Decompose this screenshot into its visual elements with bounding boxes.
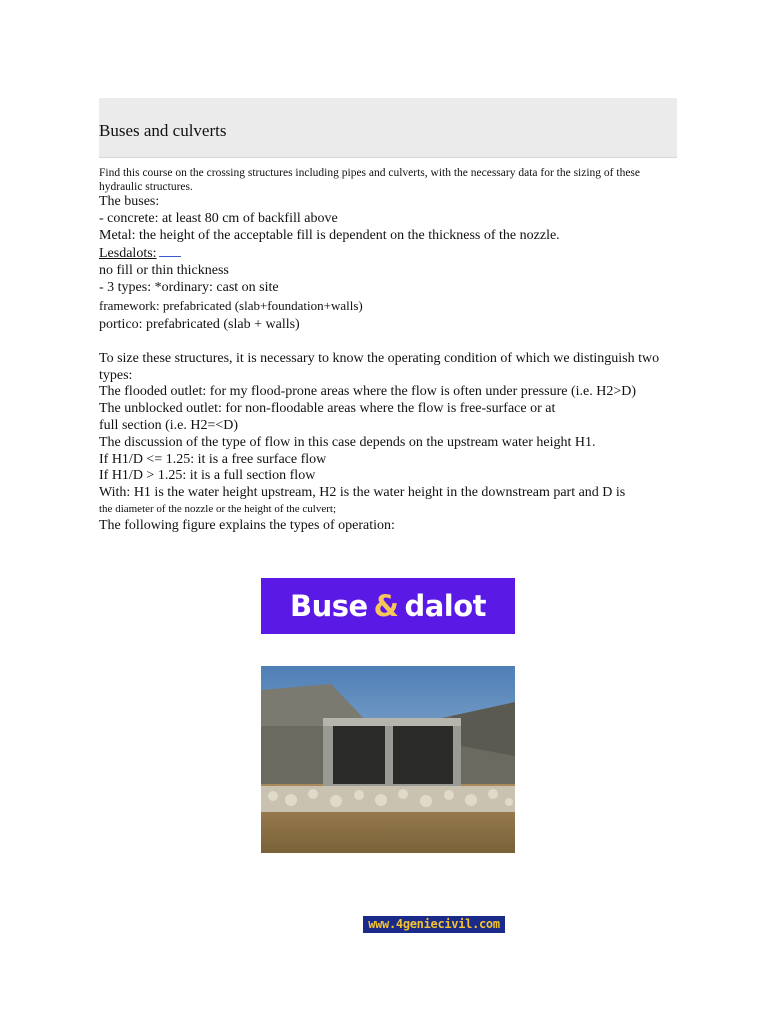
concrete-line: - concrete: at least 80 cm of backfill above (99, 210, 338, 226)
metal-line: Metal: the height of the acceptable fill is dependent on the thickness of the nozzle. (99, 227, 560, 243)
buse-dalot-banner (261, 578, 515, 634)
unblocked-outlet-line-1: The unblocked outlet: for non-floodable areas where the flow is free-surface or at (99, 401, 556, 417)
culvert-render-image (261, 666, 515, 853)
figure-intro-line: The following figure explains the types of operation: (99, 517, 395, 533)
intro-text: Find this course on the crossing structures including pipes and culverts, with the necessary data for the sizing of these hydraulic structures. (99, 167, 641, 193)
with-line-small: the diameter of the nozzle or the height of the culvert; (99, 502, 337, 515)
banner-word-buse: Buse (289, 589, 368, 623)
title-bar (99, 98, 677, 158)
banner-ampersand: & (373, 589, 399, 623)
condition-full-section: If H1/D > 1.25: it is a full section flow (99, 468, 316, 484)
underline-decoration (159, 244, 181, 257)
site-logo[interactable]: www.4geniecivil.com (363, 916, 505, 933)
discussion-line: The discussion of the type of flow in this case depends on the upstream water height H1. (99, 434, 596, 450)
banner-word-dalot: dalot (404, 589, 487, 623)
size-paragraph: To size these structures, it is necessary to know the operating condition of which we distinguish two types: (99, 350, 660, 383)
lesdalots-link[interactable]: Lesdalots: (99, 246, 157, 262)
unblocked-outlet-line-2: full section (i.e. H2=<D) (99, 417, 239, 433)
no-fill-line: no fill or thin thickness (99, 263, 229, 279)
page-title: Buses and culverts (99, 121, 227, 140)
condition-free-surface: If H1/D <= 1.25: it is a free surface flow (99, 451, 327, 467)
culvert-illustration (261, 666, 515, 853)
portico-line: portico: prefabricated (slab + walls) (99, 316, 300, 332)
spacer (99, 335, 679, 351)
flooded-outlet-line: The flooded outlet: for my flood-prone areas where the flow is often under pressure (i.e. H2>D) (99, 384, 636, 400)
lesdalots-line (99, 244, 679, 263)
with-line: With: H1 is the water height upstream, H2 is the water height in the downstream part and D is (99, 485, 626, 501)
types-line: - 3 types: *ordinary: cast on site (99, 279, 279, 295)
document-body (99, 166, 679, 536)
buses-heading: The buses: (99, 194, 160, 209)
framework-line: framework: prefabricated (slab+foundation+walls) (99, 297, 363, 313)
